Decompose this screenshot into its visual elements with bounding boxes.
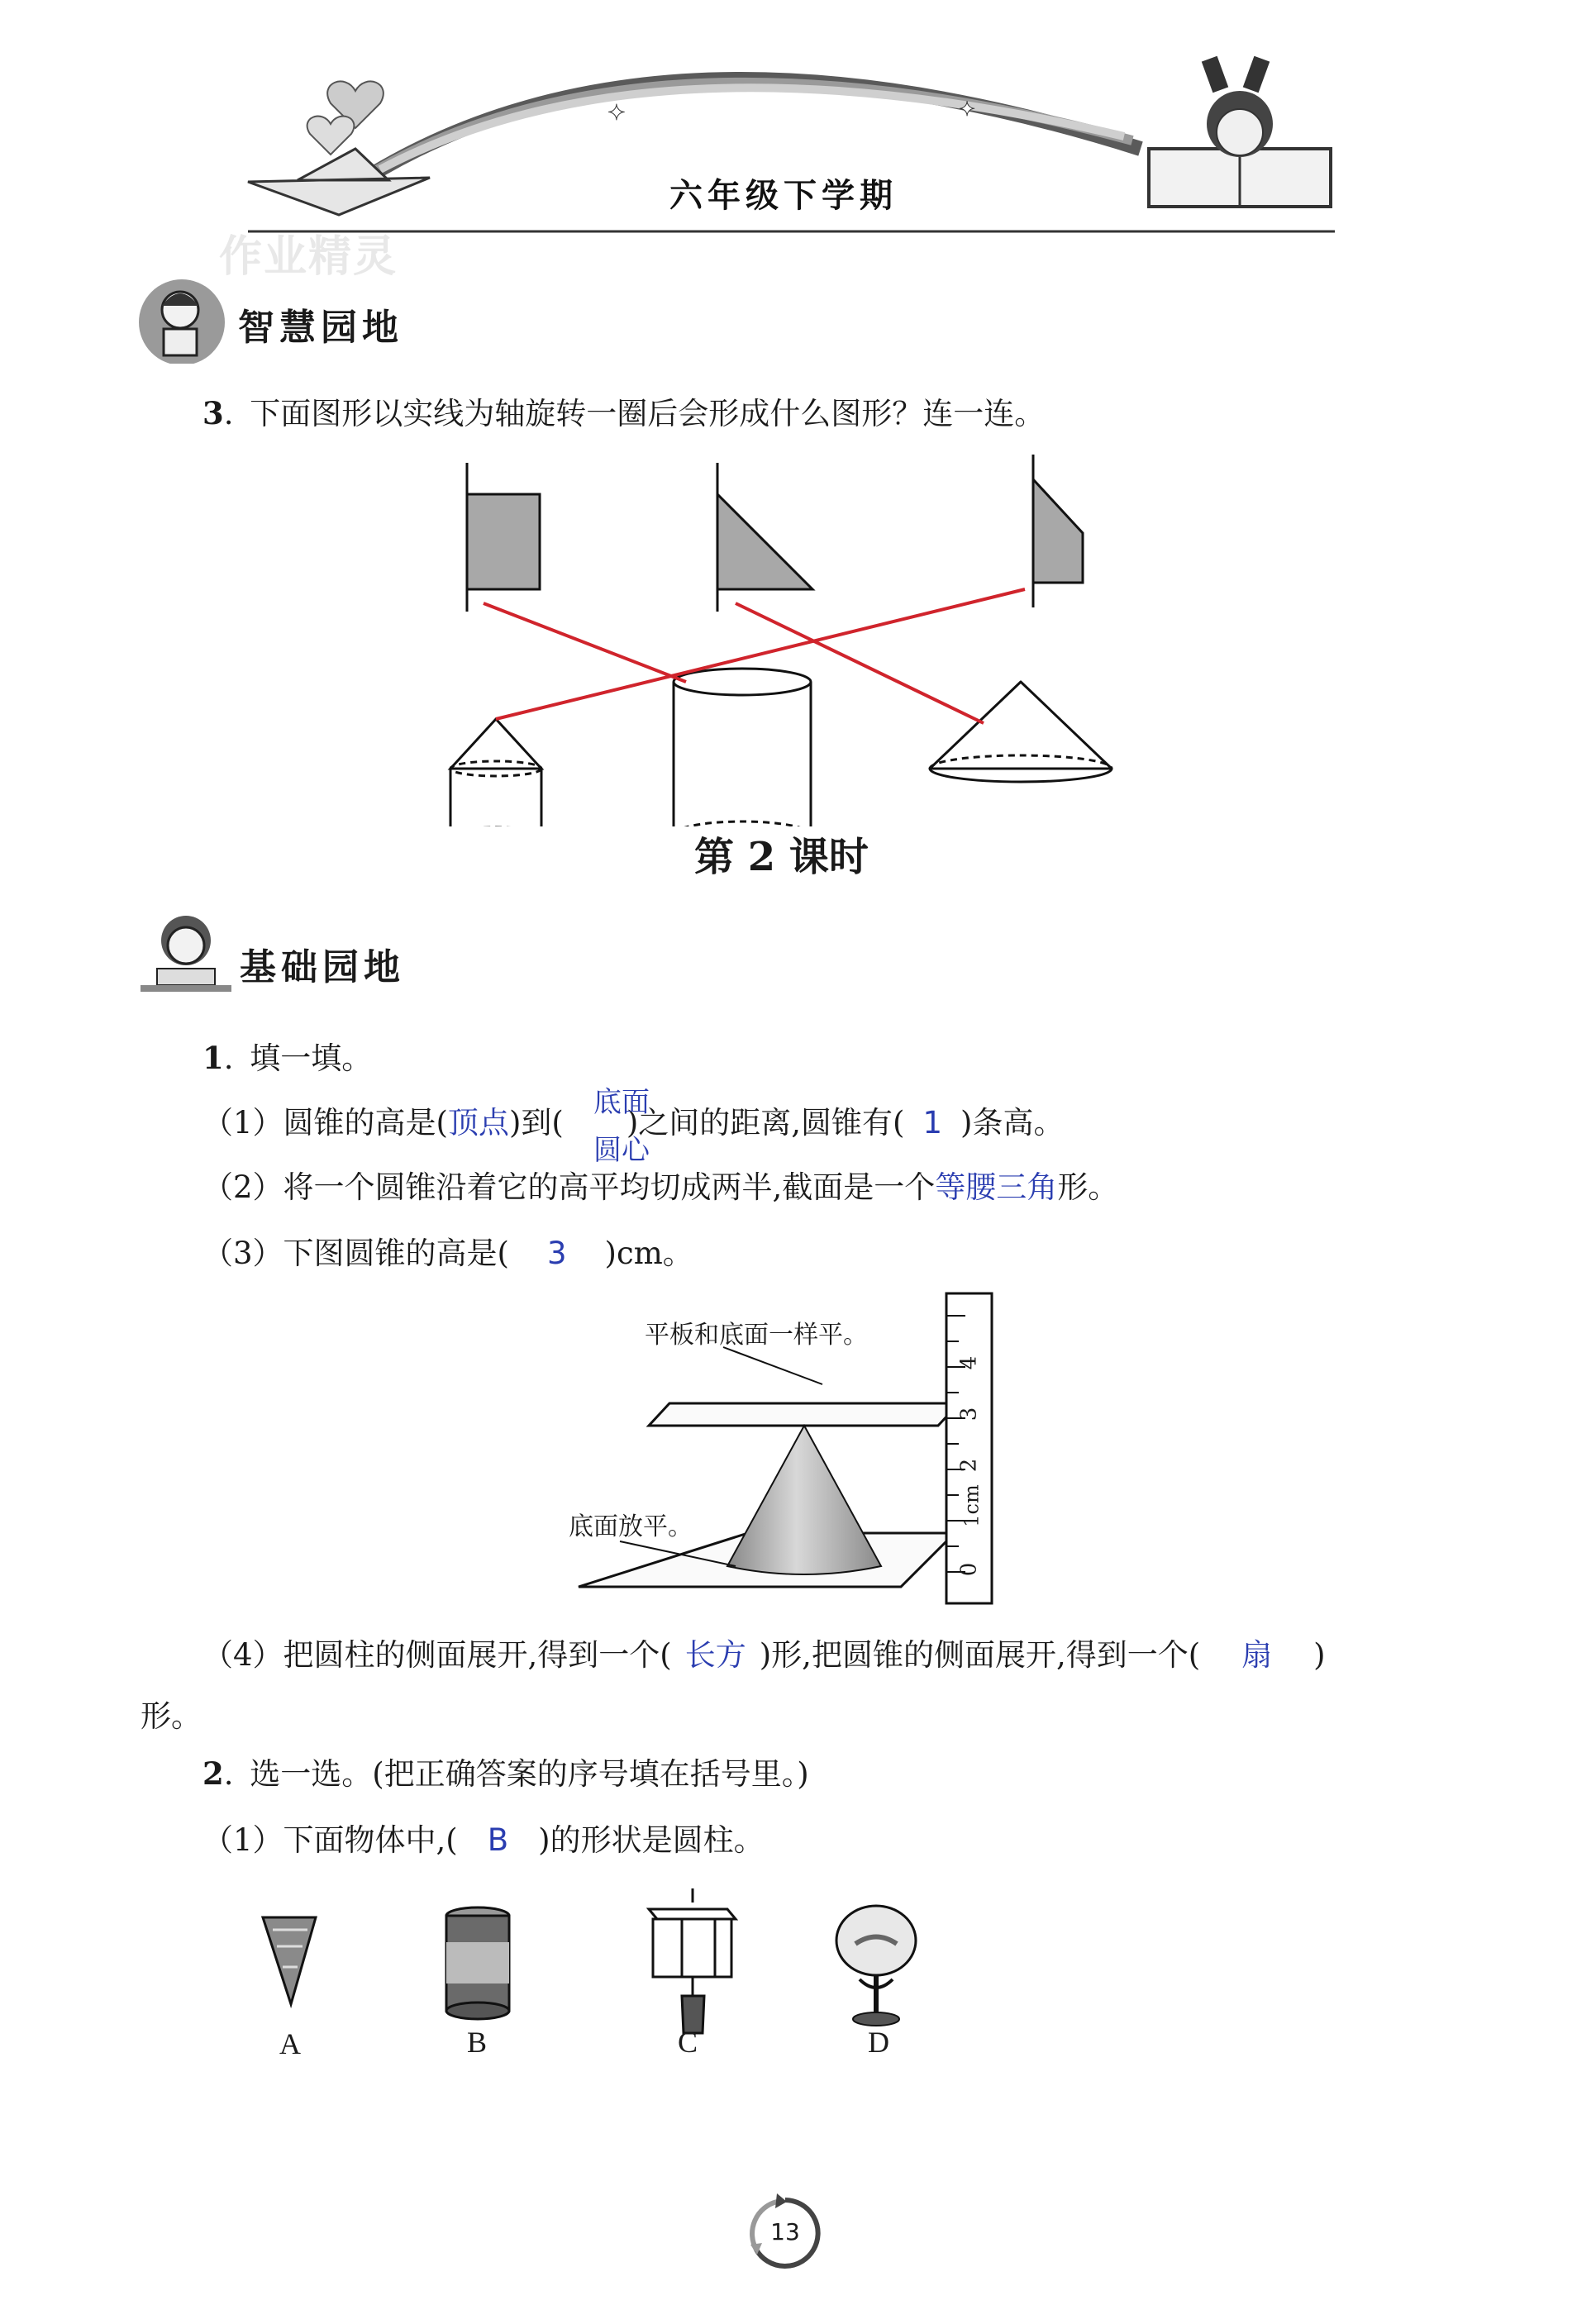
ruler-label-1cm: 1cm	[960, 1484, 984, 1527]
lesson-title: 第 2 课时	[694, 834, 869, 880]
answer: 长方	[684, 1637, 746, 1673]
option-images	[0, 1884, 1596, 2050]
ruler-label-3: 3	[956, 1407, 982, 1422]
q1-part3: （3）下图圆锥的高是( 3 )cm。	[202, 1236, 693, 1271]
cone-shape	[727, 1426, 881, 1574]
question-number: 2	[202, 1755, 224, 1792]
note-bottom: 底面放平。	[569, 1512, 693, 1541]
shape-rectangle	[467, 494, 540, 589]
girl-reading-icon	[1149, 56, 1331, 207]
ruler-label-2: 2	[956, 1458, 982, 1473]
student-writing-icon	[136, 909, 236, 1000]
match-line	[484, 603, 686, 682]
answer: 3	[546, 1236, 567, 1271]
ruler-label-0: 0	[956, 1562, 982, 1577]
globe-lamp-icon	[836, 1906, 916, 2026]
ice-cream-cone-icon	[263, 1917, 316, 2004]
heart-icon	[307, 117, 355, 155]
watermark: 作业精灵	[219, 232, 398, 282]
solid-cone-cylinder	[450, 719, 541, 826]
section-title: 智慧园地	[238, 307, 403, 349]
answer-stacked-bottom: 圆心	[593, 1134, 650, 1167]
star-icon: ✦	[607, 101, 626, 126]
option-label-c: C	[678, 2026, 698, 2059]
page-number-badge	[744, 2192, 827, 2274]
answer: 等腰三角	[935, 1169, 1058, 1205]
option-label-b: B	[467, 2026, 488, 2059]
section-header-wisdom	[132, 273, 479, 364]
page-number: 13	[770, 2218, 800, 2245]
solid-cylinder	[674, 669, 811, 826]
question-3: 3. 下面图形以实线为轴旋转一圈后会形成什么图形？连一连。	[202, 395, 1046, 431]
question-1: 1. 填一填。	[202, 1040, 373, 1076]
can-icon	[446, 1907, 509, 2019]
q1-part4-wrap: 形。	[141, 1698, 202, 1734]
lantern-icon	[649, 1888, 736, 2033]
rotation-figure	[0, 446, 1596, 826]
answer: 扇	[1241, 1637, 1273, 1673]
solid-cone	[930, 682, 1112, 782]
ruler-label-4: 4	[956, 1355, 982, 1370]
ruler	[946, 1293, 992, 1603]
section-header-basics	[136, 909, 484, 1000]
answer: B	[487, 1822, 509, 1858]
match-line	[736, 603, 984, 723]
question-number: 3	[202, 395, 224, 431]
option-label-d: D	[868, 2026, 889, 2059]
answer: 顶点	[447, 1105, 509, 1141]
q1-part4: （4）把圆柱的侧面展开,得到一个( 长方 )形,把圆锥的侧面展开,得到一个( 扇 )	[202, 1637, 1326, 1673]
answer: 1	[922, 1105, 943, 1141]
q2-part1: （1）下面物体中,( B )的形状是圆柱。	[202, 1822, 765, 1858]
q1-part2: （2）将一个圆锥沿着它的高平均切成两半,截面是一个等腰三角形。	[202, 1169, 1119, 1205]
header-title: 六年级下学期	[669, 177, 898, 215]
shape-trapezoid	[1033, 479, 1083, 583]
answer-stacked-top: 底面	[593, 1086, 650, 1119]
question-2: 2. 选一选。(把正确答案的序号填在括号里。)	[202, 1755, 809, 1792]
page-header	[0, 0, 1596, 282]
question-number: 1	[202, 1040, 224, 1076]
question-text: 下面图形以实线为轴旋转一圈后会形成什么图形？连一连。	[250, 396, 1046, 431]
match-line	[496, 589, 1025, 719]
shape-triangle	[717, 494, 812, 589]
section-title: 基础园地	[240, 946, 405, 988]
option-label-a: A	[279, 2027, 301, 2060]
q1-part1: （1）圆锥的高是(顶点)到( )之间的距离,圆锥有( 1 )条高。	[202, 1105, 1065, 1141]
question-title: 选一选。(把正确答案的序号填在括号里。)	[250, 1756, 809, 1792]
note-top: 平板和底面一样平。	[645, 1321, 868, 1350]
thinking-boy-icon	[132, 273, 231, 364]
star-icon: ✦	[959, 98, 976, 121]
question-title: 填一填。	[250, 1041, 373, 1076]
